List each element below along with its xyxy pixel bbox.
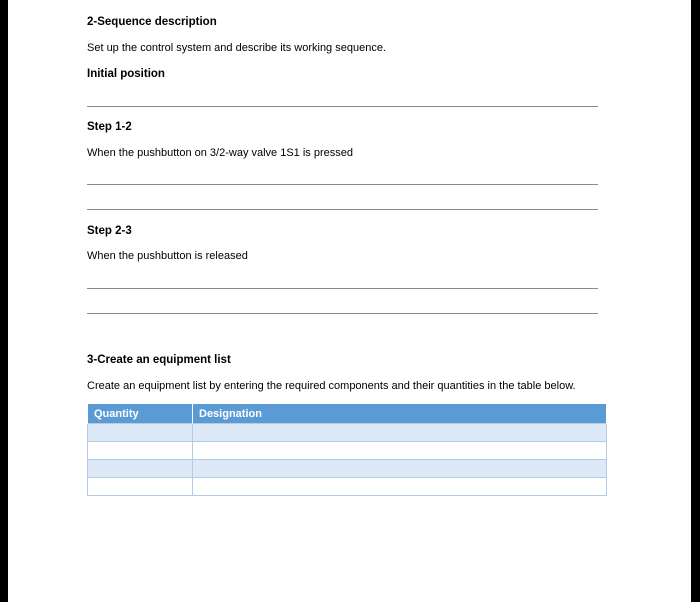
quantity-cell[interactable] bbox=[88, 478, 193, 496]
answer-line-step-2-3-a[interactable] bbox=[87, 288, 598, 289]
table-row bbox=[88, 442, 607, 460]
document-page bbox=[8, 0, 691, 602]
step-1-2-label: Step 1-2 bbox=[87, 121, 132, 133]
designation-cell[interactable] bbox=[193, 478, 607, 496]
answer-line-step-1-2-a[interactable] bbox=[87, 184, 598, 185]
table-row bbox=[88, 478, 607, 496]
answer-line-step-2-3-b[interactable] bbox=[87, 313, 598, 314]
answer-line-initial[interactable] bbox=[87, 106, 598, 107]
quantity-cell[interactable] bbox=[88, 460, 193, 478]
table-row bbox=[88, 460, 607, 478]
section-3-instruction: Create an equipment list by entering the required components and their quantities in the table below. bbox=[87, 380, 576, 392]
section-2-title: 2-Sequence description bbox=[87, 16, 217, 28]
step-2-3-description: When the pushbutton is released bbox=[87, 250, 248, 262]
designation-cell[interactable] bbox=[193, 442, 607, 460]
answer-line-step-1-2-b[interactable] bbox=[87, 209, 598, 210]
table-row bbox=[88, 424, 607, 442]
section-3-title: 3-Create an equipment list bbox=[87, 354, 231, 366]
header-designation: Designation bbox=[193, 404, 607, 424]
step-1-2-description: When the pushbutton on 3/2-way valve 1S1 is pressed bbox=[87, 147, 353, 159]
designation-cell[interactable] bbox=[193, 424, 607, 442]
quantity-cell[interactable] bbox=[88, 424, 193, 442]
section-2-instruction: Set up the control system and describe its working sequence. bbox=[87, 42, 386, 54]
equipment-table bbox=[87, 404, 607, 496]
quantity-cell[interactable] bbox=[88, 442, 193, 460]
table-header-row bbox=[88, 404, 607, 424]
designation-cell[interactable] bbox=[193, 460, 607, 478]
initial-position-label: Initial position bbox=[87, 68, 165, 80]
step-2-3-label: Step 2-3 bbox=[87, 225, 132, 237]
header-quantity: Quantity bbox=[88, 404, 193, 424]
